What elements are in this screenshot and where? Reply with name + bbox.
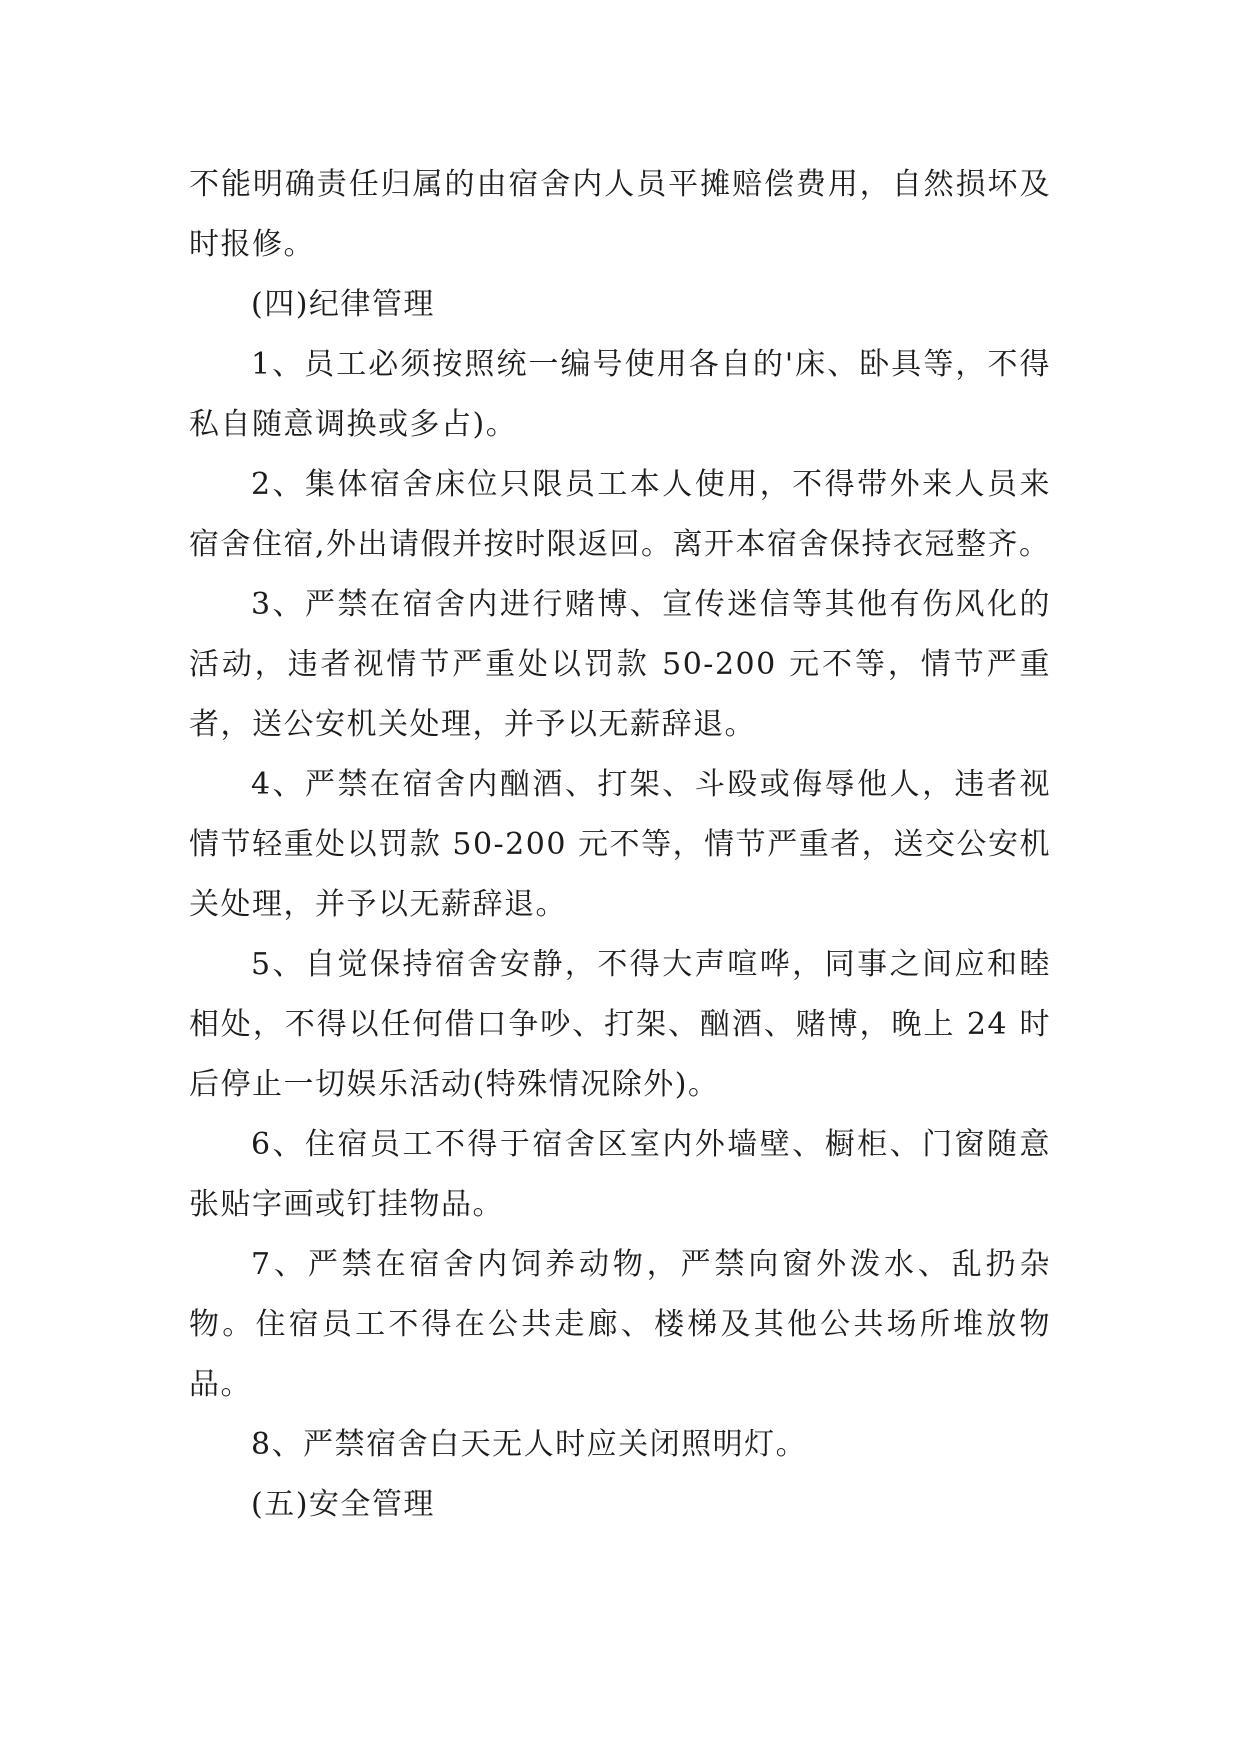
rule-item-4: 4、严禁在宿舍内酗酒、打架、斗殴或侮辱他人，违者视情节轻重处以罚款 50-200 元不等，情节严重者，送交公安机关处理，并予以无薪辞退。 — [189, 767, 1051, 922]
document-body — [189, 155, 1051, 1535]
rule-item-5: 5、自觉保持宿舍安静，不得大声喧哗，同事之间应和睦相处，不得以任何借口争吵、打架、酗酒、赌博，晚上 24 时后停止一切娱乐活动(特殊情况除外)。 — [189, 947, 1051, 1102]
rule-item-8: 8、严禁宿舍白天无人时应关闭照明灯。 — [251, 1427, 808, 1462]
section-heading-discipline: (四)纪律管理 — [251, 287, 435, 322]
rule-item-1: 1、员工必须按照统一编号使用各自的'床、卧具等，不得私自随意调换或多占)。 — [189, 347, 1051, 442]
rule-item-6: 6、住宿员工不得于宿舍区室内外墙壁、橱柜、门窗随意张贴字画或钉挂物品。 — [189, 1127, 1051, 1222]
rule-item-2: 2、集体宿舍床位只限员工本人使用，不得带外来人员来宿舍住宿,外出请假并按时限返回。离开本宿舍保持衣冠整齐。 — [189, 467, 1051, 562]
section-heading-safety: (五)安全管理 — [251, 1487, 435, 1522]
paragraph-continuation: 不能明确责任归属的由宿舍内人员平摊赔偿费用，自然损坏及时报修。 — [189, 167, 1051, 262]
rule-item-7: 7、严禁在宿舍内饲养动物，严禁向窗外泼水、乱扔杂物。住宿员工不得在公共走廊、楼梯及其他公共场所堆放物品。 — [189, 1247, 1051, 1402]
rule-item-3: 3、严禁在宿舍内进行赌博、宣传迷信等其他有伤风化的活动，违者视情节严重处以罚款 50-200 元不等，情节严重者，送公安机关处理，并予以无薪辞退。 — [189, 587, 1051, 742]
